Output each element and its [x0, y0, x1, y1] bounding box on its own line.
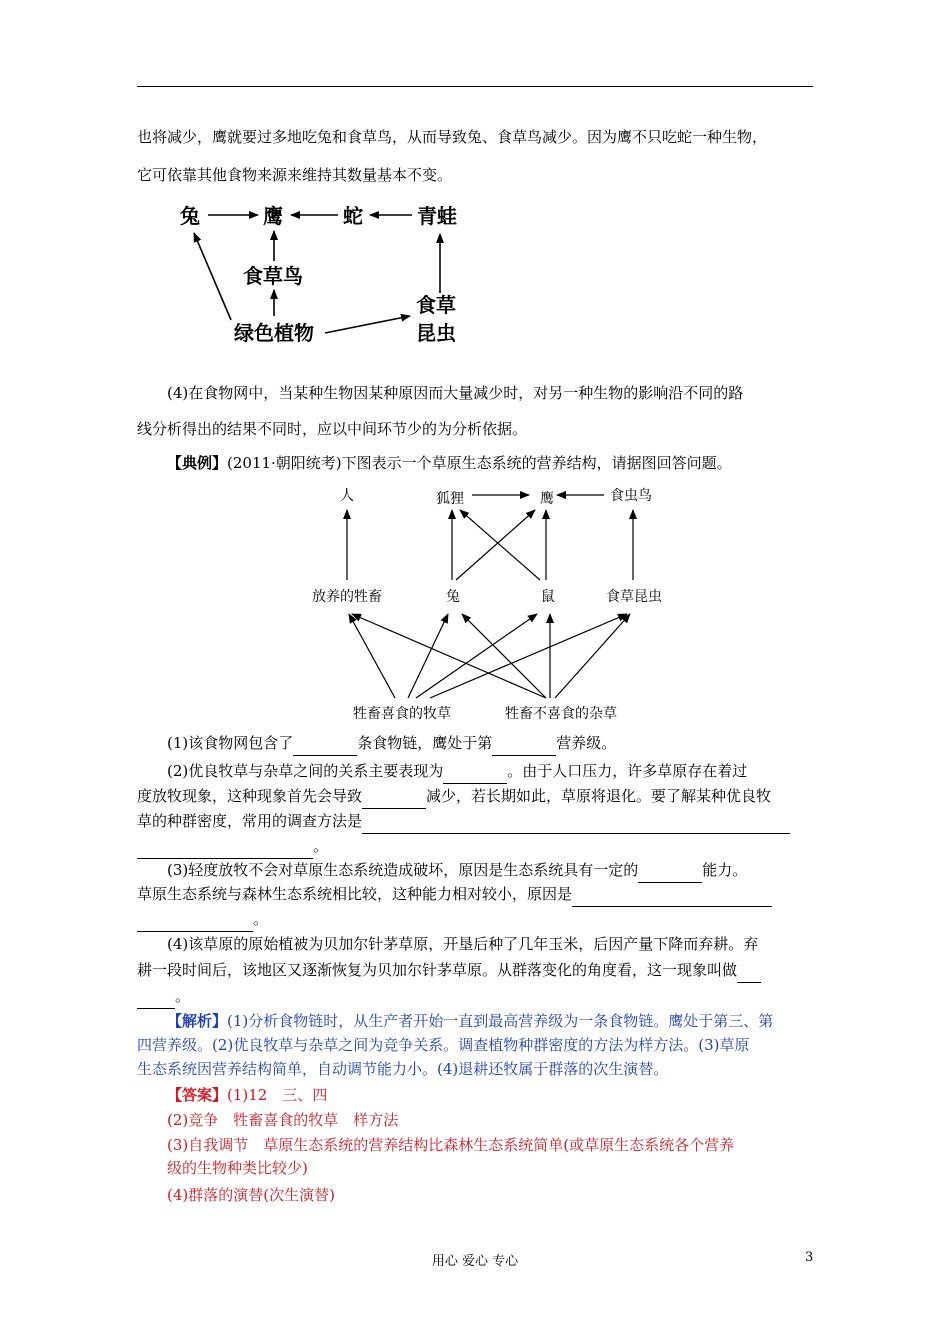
food-web-diagram-2: [0, 470, 950, 730]
question-1: [137, 730, 813, 756]
answer-3-line-2: 级的生物种类比较少): [167, 1159, 308, 1177]
q1-text-b: 条食物链，鹰处于第: [357, 734, 493, 752]
answer-line-1: [137, 1082, 813, 1108]
q3-blank-2-cont[interactable]: [137, 913, 253, 932]
q3-blank-2[interactable]: [572, 888, 772, 907]
question-2-line-1: [137, 758, 813, 784]
d1-herb-insect-1: 食草: [416, 293, 456, 317]
q3-text-b: 能力。: [702, 861, 748, 879]
question-4-line-1: (4)该草原的原始植被为贝加尔针茅草原，开垦后种了几年玉米，后因产量下降而弃耕。弃: [167, 935, 759, 953]
q2-text-a: (2)优良牧草与杂草之间的关系主要表现为: [167, 762, 444, 780]
d1-eagle: 鹰: [263, 204, 283, 228]
q2-text-b: 。由于人口压力，许多草原存在着过: [507, 762, 748, 780]
q1-blank-2[interactable]: [492, 737, 556, 756]
d2-rabbit: 兔: [446, 589, 460, 605]
d2-pasture: 牲畜喜食的牧草: [353, 706, 451, 722]
d2-herb-insect: 食草昆虫: [606, 589, 662, 605]
answer-2: (2)竞争 牲畜喜食的牧草 样方法: [167, 1111, 399, 1129]
page-footer: 用心 爱心 专心: [431, 1254, 519, 1269]
q4-text-b: 耕一段时间后，该地区又逐渐恢复为贝加尔针茅草原。从群落变化的角度看，这一现象叫做: [137, 961, 738, 979]
analysis-tag: 【解析】: [167, 1012, 228, 1030]
d2-human: 人: [340, 488, 354, 504]
q4-blank-1[interactable]: [737, 964, 761, 983]
note4-line-2: 线分析得出的结果不同时，应以中间环节少的为分析依据。: [137, 420, 528, 438]
q4-blank-1-cont[interactable]: [137, 990, 175, 1009]
page-number: 3: [805, 1250, 814, 1265]
answer-4: (4)群落的演替(次生演替): [167, 1186, 335, 1204]
intro-line-1: 也将减少，鹰就要过多地吃兔和食草鸟，从而导致兔、食草鸟减少。因为鹰不只吃蛇一种生物，: [137, 128, 768, 146]
q2-text-d: 减少，若长期如此，草原将退化。要了解某种优良牧: [426, 787, 772, 805]
question-4-line-3: [137, 983, 813, 1009]
d2-fox: 狐狸: [436, 491, 464, 507]
note4-line-1: (4)在食物网中，当某种生物因某种原因而大量减少时，对另一种生物的影响沿不同的路: [167, 384, 744, 402]
analysis-text-1: (1)分析食物链时，从生产者开始一直到最高营养级为一条食物链。鹰处于第三、第: [227, 1012, 774, 1030]
intro-line-2: 它可依靠其他食物来源来维持其数量基本不变。: [137, 166, 453, 184]
q2-blank-2[interactable]: [362, 790, 426, 809]
question-2-line-4: [137, 833, 813, 859]
d1-grain-bird: 食草鸟: [243, 264, 303, 288]
analysis-line-2: 四营养级。(2)优良牧草与杂草之间为竞争关系。调查植物种群密度的方法为样方法。(3)草原: [137, 1036, 750, 1054]
answer-tag: 【答案】: [167, 1086, 228, 1104]
q2-text-f: 。: [313, 837, 329, 855]
question-3-line-1: [137, 857, 813, 883]
d2-mouse: 鼠: [541, 589, 555, 605]
q3-text-d: 。: [253, 910, 269, 928]
analysis-line-3: 生态系统因营养结构简单，自动调节能力小。(4)退耕还牧属于群落的次生演替。: [137, 1060, 669, 1078]
example-text: (2011·朝阳统考)下图表示一个草原生态系统的营养结构，请据图回答问题。: [227, 454, 732, 472]
q4-text-c: 。: [175, 987, 191, 1005]
answer-3-line-1: (3)自我调节 草原生态系统的营养结构比森林生态系统简单(或草原生态系统各个营养: [167, 1136, 735, 1154]
d2-eagle: 鹰: [540, 491, 554, 507]
d1-herb-insect-2: 昆虫: [416, 321, 456, 345]
q1-blank-1[interactable]: [293, 737, 357, 756]
d2-insect-bird: 食虫鸟: [610, 488, 652, 504]
answer-1: (1)12 三、四: [227, 1086, 328, 1104]
q3-text-a: (3)轻度放牧不会对草原生态系统造成破坏，原因是生态系统具有一定的: [167, 861, 639, 879]
example-tag: 【典例】: [167, 454, 228, 472]
question-2-line-3: [137, 808, 813, 834]
q2-blank-3[interactable]: [362, 815, 790, 834]
q1-text-c: 营养级。: [556, 734, 617, 752]
q2-text-c: 度放牧现象，这种现象首先会导致: [137, 787, 363, 805]
question-3-line-3: [137, 906, 813, 932]
food-web-diagram-1: [0, 0, 950, 360]
question-4-line-2: [137, 957, 813, 983]
d2-livestock: 放养的牲畜: [312, 589, 382, 605]
question-2-line-2: [137, 783, 813, 809]
q1-text-a: (1)该食物网包含了: [167, 734, 294, 752]
d1-snake: 蛇: [343, 204, 363, 228]
d1-green-plant: 绿色植物: [234, 321, 314, 345]
q3-text-c: 草原生态系统与森林生态系统相比较，这种能力相对较小，原因是: [137, 885, 573, 903]
q2-text-e: 草的种群密度，常用的调查方法是: [137, 812, 363, 830]
d1-frog: 青蛙: [417, 204, 457, 228]
analysis-line-1: [137, 1008, 813, 1034]
d1-rabbit: 兔: [180, 204, 200, 228]
question-3-line-2: [137, 881, 813, 907]
d2-weeds: 牲畜不喜食的杂草: [505, 706, 617, 722]
q2-blank-1[interactable]: [443, 765, 507, 784]
